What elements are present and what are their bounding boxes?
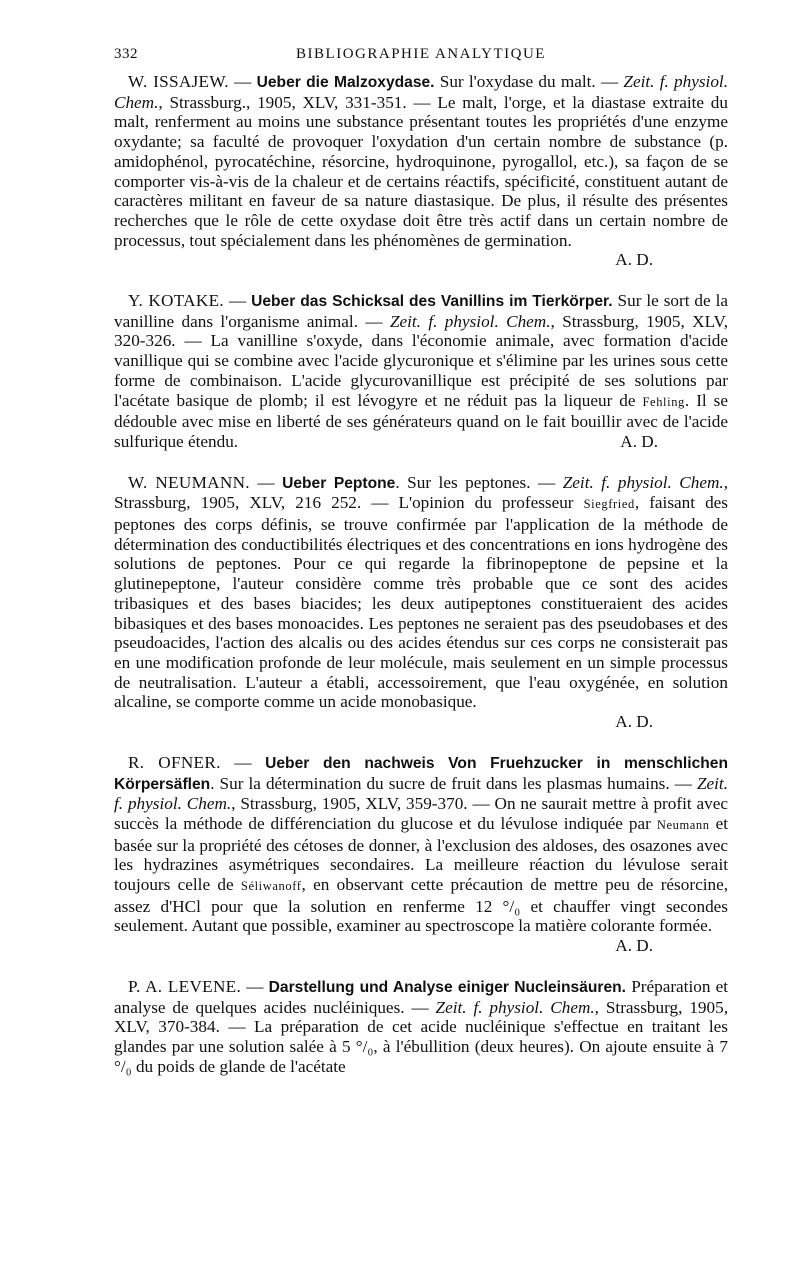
entry-journal: Zeit. f. physiol. Chem.: [114, 72, 728, 112]
entry-text: , Strassburg., 1905, XLV, 331-351. — Le malt, l'orge, et la diastase extraite du malt, renferment au moins une substance présentant toutes les propriétés d'une enzyme oxydante; sa faculté de provoquer l'oxydation d'un certain nombre de substance (p. amidophénol, pyrocatéchine, résorcine, hydroquinone, pyrogallol, etc.), sa façon de se comporter vis-à-vis de la chaleur et de certains réactifs, spécificité, constituent autant de caractères militant en faveur de sa nature diastasique. De plus, il résulte des présentes recherches que le rôle de cette oxydase doit être très actif dans un certain nombre de processus, tout spécialement dans les phénomènes de germination.: [114, 92, 728, 250]
entry-text: , en observant cette précaution de mettre peu de résorcine, assez d'HCl pour que la solution en renferme 12 °/₀ et chauffer vingt secondes seulement. Autant que possible, examiner au spectroscope la matière colorante formée.: [114, 875, 728, 936]
entry-text: , Strassburg, 1905, XLV, 370-384. — La préparation de cet acide nucléinique s'effectue en traitant les glandes par une solution salée à 5 °/₀, à l'ébullition (deux heures). On ajoute ensuite à 7 °/₀ du poids de glande de l'acétate: [114, 997, 728, 1076]
entry-signature: A. D.: [615, 712, 653, 732]
review-entry-issajew: [114, 72, 728, 250]
entry-dash: —: [241, 976, 269, 996]
page-number: 332: [114, 46, 138, 62]
entry-author-ref: Séliwanoff: [240, 879, 302, 894]
entry-text: Préparation et analyse de quelques acides nucléiniques. —: [114, 976, 728, 1017]
running-head: [114, 46, 728, 72]
entry-text: Sur l'oxydase du malt. —: [434, 72, 624, 91]
entry-dash: —: [224, 291, 252, 311]
entry-signature: A. D.: [615, 250, 653, 270]
entry-journal: Zeit. f. physiol. Chem.: [114, 773, 728, 814]
entry-author: R. OFNER.: [128, 752, 221, 772]
entry-text: et basée sur la propriété des cétoses de donner, à l'exclusion des aldoses, des osazones avec les hydrazines asymétriques secondaires. La meilleure réaction du lévulose serait toujours celle de: [114, 813, 728, 895]
entry-text: , Strassburg, 1905, XLV, 320-326. — La vanilline s'oxyde, dans l'économie animale, avec formation d'acide vanillique qui se combine avec l'acide glycuronique et s'élimine par les urines sous cette forme de combinaison. L'acide glycurovanillique est précipité de ses solutions par l'acétate basique de plomb; il est lévogyre et ne réduit pas la liqueur de: [114, 311, 728, 410]
review-entry-kotake: [114, 291, 728, 452]
entry-author: W. NEUMANN.: [128, 472, 250, 492]
entry-text: . Il se dédouble avec mise en liberté de ses générateurs quand on le fait bouillir avec de l'acide sulfurique étendu.: [114, 390, 728, 451]
review-entry-levene: [114, 977, 728, 1077]
entry-title: Darstellung und Analyse einiger Nucleinsäuren.: [268, 978, 627, 996]
entry-journal: Zeit. f. physiol. Chem.: [562, 472, 724, 492]
entry-title: Ueber das Schicksal des Vanillins im Tierkörper.: [251, 293, 613, 311]
entry-journal: Zeit. f. physiol. Chem.: [435, 997, 595, 1017]
entry-title: Ueber den nachweis Von Fruehzucker in menschlichen Körpersäflen: [114, 754, 728, 793]
entry-text: , Strassburg, 1905, XLV, 216 252. — L'opinion du professeur: [114, 472, 728, 513]
entry-signature: A. D.: [620, 431, 658, 451]
running-title: BIBLIOGRAPHIE ANALYTIQUE: [296, 46, 546, 62]
entry-text: , Strassburg, 1905, XLV, 359-370. — On ne saurait mettre à profit avec succès la méthode de différenciation du glucose et du lévulose indiquée par: [114, 794, 728, 833]
entry-title: Ueber die Malzoxydase.: [256, 74, 435, 91]
review-entry-ofner: [114, 753, 728, 936]
entry-text: . Sur les peptones. —: [395, 472, 563, 492]
entry-signature: A. D.: [615, 936, 653, 956]
entry-text: , faisant des peptones des corps définis, se trouve confirmée par l'application de la méthode de détermination des conductibilités électriques et des concentrations en ions hydrogène des solutions de peptones. Pour ce qui regarde la fibrinopeptone de pepsine et la glutinepeptone, l'auteur considère comme très probable que ce sont des acides tribasiques et des bases biacides; les deux autipeptones constitueraient des acides bibasiques et des bases monoacides. Les peptones ne seraient pas des pseudobases et des pseudoacides, l'action des alcalis ou des acides étendus sur ces corps ne consisterait pas en une modification profonde de leur molécule, mais seulement en un simple processus de neutralisation. L'auteur a établi, accessoirement, que l'eau oxygénée, en solution alcaline, se comporte comme un acide monobasique.: [114, 493, 728, 712]
entry-author: Y. KOTAKE.: [128, 291, 224, 311]
entry-author-ref: Neumann: [656, 817, 710, 832]
entry-author: W. ISSAJEW.: [128, 72, 229, 91]
page: [114, 46, 728, 1076]
entry-author-ref: Siegfried: [583, 497, 635, 512]
entry-title: Ueber Peptone: [282, 474, 396, 492]
entry-dash: —: [220, 752, 266, 772]
entry-author: P. A. LEVENE.: [128, 976, 242, 996]
entry-author-ref: Fehling: [642, 394, 685, 409]
entry-text: Sur le sort de la vanilline dans l'organisme animal. —: [114, 291, 728, 331]
entry-journal: Zeit. f. physiol. Chem.: [389, 311, 551, 331]
review-entry-neumann: [114, 473, 728, 712]
entry-dash: —: [249, 472, 283, 492]
entry-text: . Sur la détermination du sucre de fruit dans les plasmas humains. —: [210, 773, 697, 793]
entry-dash: —: [228, 72, 257, 91]
